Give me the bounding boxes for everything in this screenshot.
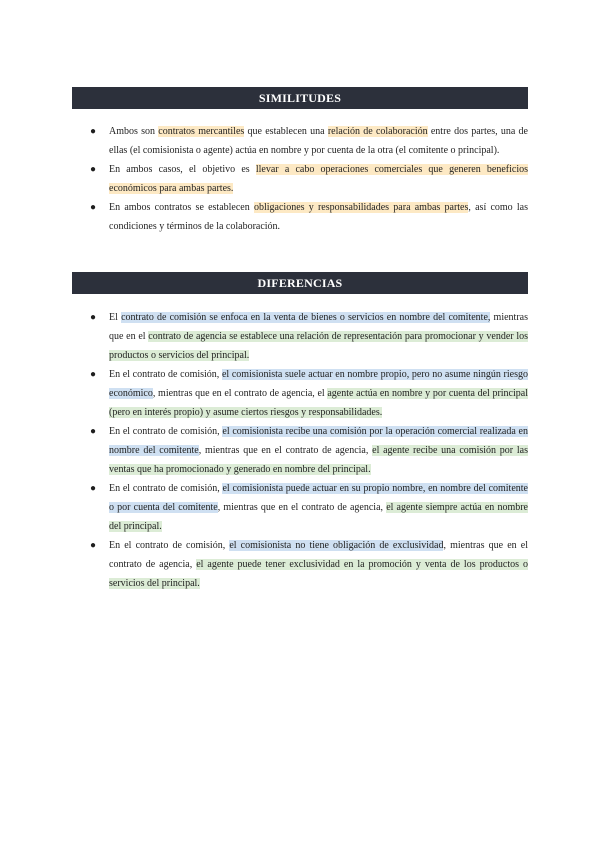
item-text: que establecen una: [244, 126, 328, 137]
highlighted-text: llevar a cabo operaciones comerciales que generen beneficios económicos para ambas partes.: [109, 164, 528, 194]
highlighted-text: el comisionista no tiene obligación de exclusividad: [229, 540, 444, 551]
similitudes-heading: SIMILITUDES: [72, 87, 528, 109]
item-text: entre dos partes, una de ellas (el comisionista o agente) actúa en nombre y por cuenta de la otra (el comitente o principal).: [109, 126, 528, 156]
highlighted-text: contrato de comisión se enfoca en la venta de bienes o servicios en nombre del comitente,: [121, 312, 491, 323]
list-item: [90, 536, 528, 593]
list-item: [90, 365, 528, 422]
list-item: [90, 479, 528, 536]
item-text: Ambos son: [109, 126, 159, 137]
list-item: [90, 422, 528, 479]
item-text: En ambos casos, el objetivo es: [109, 164, 256, 175]
highlighted-text: el comisionista suele actuar en nombre propio, pero no asume ningún riesgo económico: [109, 369, 528, 399]
highlighted-text: el agente siempre actúa en nombre del principal.: [109, 502, 528, 532]
diferencias-list: [90, 308, 528, 593]
similitudes-list: [90, 122, 528, 236]
highlighted-text: agente actúa en nombre y por cuenta del principal (pero en interés propio) y asume ciertos riesgos y responsabilidades.: [109, 388, 528, 418]
bullet-icon: ●: [90, 126, 97, 137]
highlighted-text: relación de colaboración: [327, 126, 428, 137]
highlighted-text: el comisionista recibe una comisión por la operación comercial realizada en nombre del comitente: [109, 426, 528, 456]
item-text: En el contrato de comisión,: [109, 369, 222, 380]
highlighted-text: contratos mercantiles: [158, 126, 245, 137]
item-text: En el contrato de comisión,: [109, 426, 223, 437]
highlighted-text: obligaciones y responsabilidades para ambas partes: [253, 202, 469, 213]
highlighted-text: el agente puede tener exclusividad en la promoción y venta de los productos o servicios del principal.: [109, 559, 529, 589]
item-text: , mientras que en el contrato de agencia,: [198, 445, 373, 456]
bullet-icon: ●: [90, 164, 97, 175]
item-text: , mientras que en el contrato de agencia,: [217, 502, 387, 513]
bullet-icon: ●: [90, 540, 97, 551]
item-text: , mientras que en el contrato de agencia, el: [152, 388, 328, 399]
item-text: , así como las condiciones y términos de la colaboración.: [109, 202, 529, 232]
item-text: , mientras que en el contrato de agencia,: [109, 540, 528, 570]
item-text: El: [109, 312, 122, 323]
highlighted-text: contrato de agencia se establece una relación de representación para promocionar y vender los productos o servicios del principal.: [109, 331, 529, 361]
bullet-icon: ●: [90, 483, 97, 494]
list-item: [90, 122, 528, 160]
item-text: En ambos contratos se establecen: [109, 202, 254, 213]
list-item: [90, 308, 528, 365]
bullet-icon: ●: [90, 202, 97, 213]
item-text: En el contrato de comisión,: [109, 540, 230, 551]
bullet-icon: ●: [90, 426, 97, 437]
item-text: mientras que en el: [109, 312, 528, 342]
bullet-icon: ●: [90, 369, 97, 380]
list-item: [90, 198, 528, 236]
list-item: [90, 160, 528, 198]
bullet-icon: ●: [90, 312, 97, 323]
highlighted-text: el agente recibe una comisión por las ventas que ha promocionado y generado en nombre del principal.: [109, 445, 528, 475]
item-text: En el contrato de comisión,: [109, 483, 223, 494]
diferencias-heading: DIFERENCIAS: [72, 272, 528, 294]
highlighted-text: el comisionista puede actuar en su propio nombre, en nombre del comitente o por cuenta del comitente: [109, 483, 528, 513]
